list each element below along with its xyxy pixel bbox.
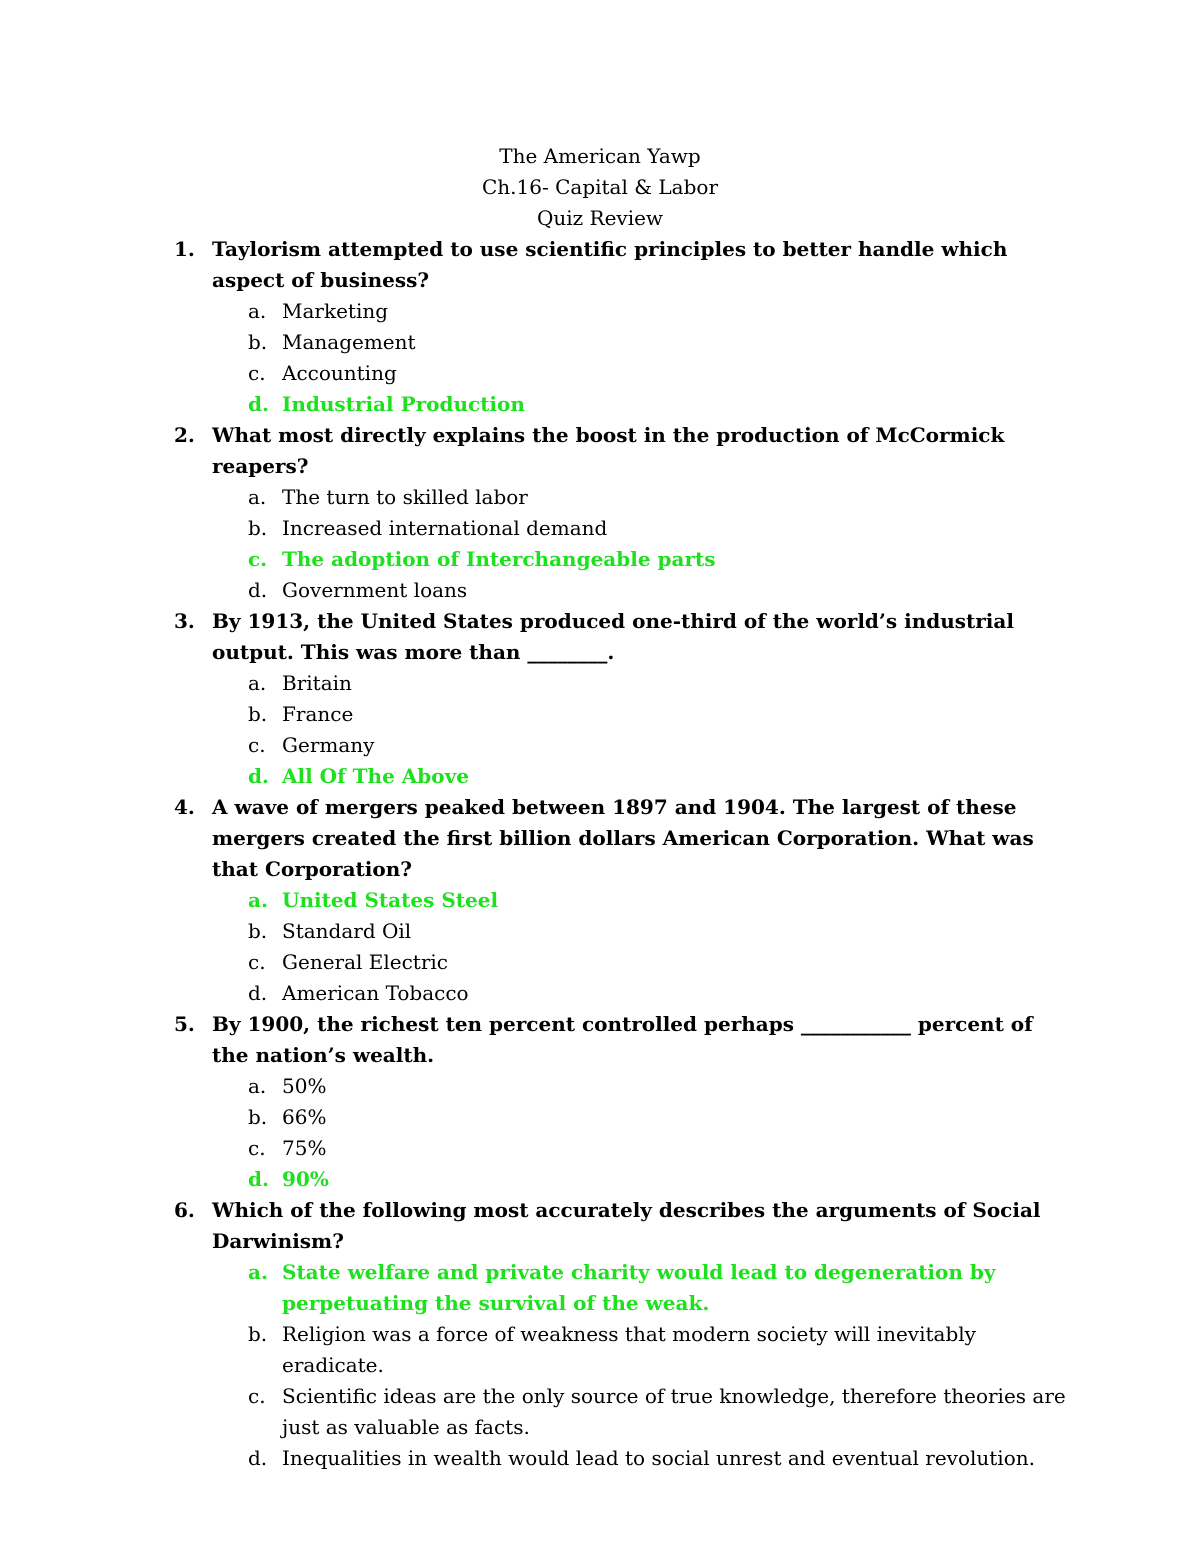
question-number: 5. (174, 1012, 195, 1036)
option-text: 50% (282, 1074, 327, 1098)
answer-option-correct (0, 544, 1200, 575)
option-letter: d. (248, 764, 269, 788)
question-number: 6. (174, 1198, 195, 1222)
question-text: By 1913, the United States produced one-third of the world’s industrial output. This was more than ________. (212, 609, 1014, 664)
option-letter: c. (248, 547, 268, 571)
question-text: By 1900, the richest ten percent controlled perhaps ___________ percent of the nation’s wealth. (212, 1012, 1033, 1067)
answer-option (0, 730, 1200, 761)
option-text: The turn to skilled labor (282, 485, 528, 509)
option-text: Scientific ideas are the only source of true knowledge, therefore theories are just as valuable as facts. (282, 1384, 1066, 1439)
answer-option (0, 1443, 1200, 1474)
option-letter: c. (248, 733, 266, 757)
option-letter: a. (248, 888, 268, 912)
document-title: The American Yawp (499, 144, 701, 168)
option-text: Germany (282, 733, 375, 757)
option-text: Accounting (282, 361, 397, 385)
option-letter: d. (248, 392, 269, 416)
option-letter: b. (248, 330, 268, 354)
question-text: Which of the following most accurately describes the arguments of Social Darwinism? (212, 1198, 1041, 1253)
answer-option-correct (0, 761, 1200, 792)
option-text: 90% (282, 1167, 329, 1191)
option-text: Government loans (282, 578, 468, 602)
answer-option (0, 296, 1200, 327)
question-6 (0, 1195, 1200, 1474)
option-letter: d. (248, 1446, 268, 1470)
question-number: 1. (174, 237, 195, 261)
question-number: 4. (174, 795, 195, 819)
option-text: Inequalities in wealth would lead to social unrest and eventual revolution. (282, 1446, 1035, 1470)
option-text: United States Steel (282, 888, 499, 912)
option-letter: c. (248, 950, 266, 974)
question-2 (0, 420, 1200, 606)
answer-option (0, 668, 1200, 699)
option-letter: c. (248, 1136, 266, 1160)
option-letter: b. (248, 1322, 268, 1346)
answer-option (0, 1133, 1200, 1164)
option-letter: b. (248, 516, 268, 540)
option-text: Marketing (282, 299, 389, 323)
answer-option (0, 978, 1200, 1009)
option-letter: a. (248, 671, 267, 695)
option-text: State welfare and private charity would lead to degeneration by perpetuating the survival of the weak. (282, 1260, 996, 1315)
question-1 (0, 234, 1200, 420)
answer-option-correct (0, 1164, 1200, 1195)
option-text: Britain (282, 671, 352, 695)
option-text: Management (282, 330, 416, 354)
document-header (0, 141, 1200, 234)
answer-option-correct (0, 1257, 1200, 1319)
answer-option (0, 947, 1200, 978)
option-letter: b. (248, 702, 268, 726)
option-text: General Electric (282, 950, 448, 974)
option-letter: d. (248, 981, 268, 1005)
answer-option (0, 482, 1200, 513)
option-letter: a. (248, 1260, 268, 1284)
document-subtitle: Quiz Review (536, 206, 664, 230)
option-text: Increased international demand (282, 516, 608, 540)
option-letter: d. (248, 1167, 269, 1191)
option-text: France (282, 702, 354, 726)
option-text: Religion was a force of weakness that modern society will inevitably eradicate. (282, 1322, 976, 1377)
chapter-title: Ch.16- Capital & Labor (481, 175, 718, 199)
question-text: What most directly explains the boost in the production of McCormick reapers? (212, 423, 1005, 478)
question-5 (0, 1009, 1200, 1195)
option-text: Industrial Production (282, 392, 525, 416)
answer-option (0, 916, 1200, 947)
answer-option (0, 1102, 1200, 1133)
answer-option (0, 358, 1200, 389)
answer-option (0, 699, 1200, 730)
answer-option (0, 513, 1200, 544)
answer-option (0, 327, 1200, 358)
answer-option (0, 1381, 1200, 1443)
option-text: 75% (282, 1136, 327, 1160)
question-number: 2. (174, 423, 195, 447)
option-text: All Of The Above (282, 764, 469, 788)
option-text: The adoption of Interchangeable parts (282, 547, 716, 571)
answer-option-correct (0, 885, 1200, 916)
answer-option (0, 575, 1200, 606)
option-letter: b. (248, 1105, 268, 1129)
question-text: A wave of mergers peaked between 1897 and 1904. The largest of these mergers created the first billion dollars American Corporation. What was that Corporation? (212, 795, 1034, 881)
option-letter: c. (248, 1384, 266, 1408)
option-text: 66% (282, 1105, 327, 1129)
question-number: 3. (174, 609, 195, 633)
option-letter: b. (248, 919, 268, 943)
question-3 (0, 606, 1200, 792)
option-letter: a. (248, 1074, 267, 1098)
option-text: American Tobacco (282, 981, 469, 1005)
option-letter: a. (248, 299, 267, 323)
answer-option (0, 1071, 1200, 1102)
question-4 (0, 792, 1200, 1009)
question-text: Taylorism attempted to use scientific principles to better handle which aspect of business? (212, 237, 1008, 292)
option-letter: d. (248, 578, 268, 602)
option-letter: a. (248, 485, 267, 509)
option-letter: c. (248, 361, 266, 385)
answer-option (0, 1319, 1200, 1381)
question-list (0, 234, 1200, 1474)
option-text: Standard Oil (282, 919, 412, 943)
answer-option-correct (0, 389, 1200, 420)
